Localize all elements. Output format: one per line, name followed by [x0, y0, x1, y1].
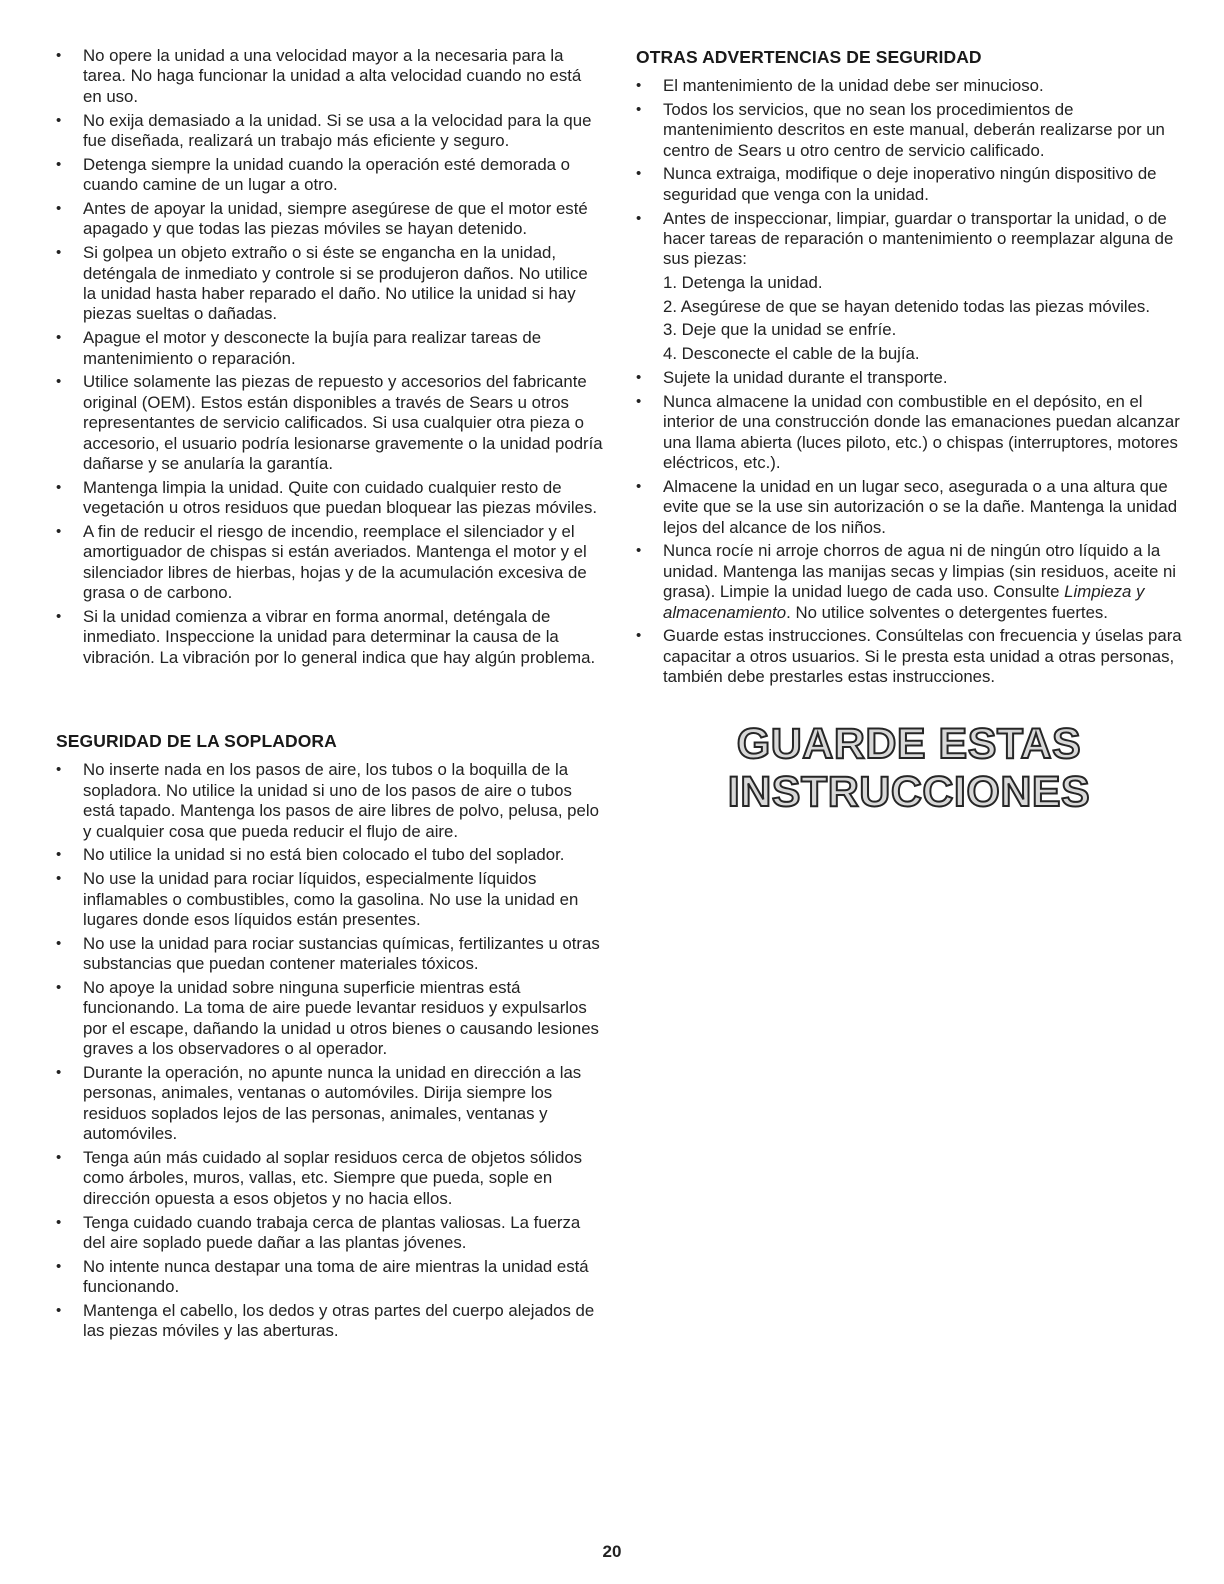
step-item: 2. Asegúrese de que se hayan detenido todas las piezas móviles. — [663, 296, 1150, 316]
list-item: • No inserte nada en los pasos de aire, los tubos o la boquilla de la sopladora. No utilice la unidad si uno de los pasos de aire o tubos está tapado. Mantenga los pasos de aire libres de polvo, pelusa, pelo y cualquier cosa que pueda reducir el flujo de aire. — [56, 760, 604, 842]
cleaning-reference: Limpieza y almacenamiento — [663, 582, 1145, 622]
list-item: • Si la unidad comienza a vibrar en forma anormal, deténgala de inmediato. Inspeccione la unidad para determinar la causa de la vibración. La vibración por lo general indica que hay algún problema. — [56, 607, 604, 668]
section-heading-other-warnings: OTRAS ADVERTENCIAS DE SEGURIDAD — [636, 47, 982, 67]
general-safety-list — [56, 46, 604, 668]
blower-safety-section — [56, 730, 604, 1341]
list-item: • No opere la unidad a una velocidad mayor a la necesaria para la tarea. No haga funcionar la unidad a alta velocidad cuando no está en uso. — [56, 46, 604, 107]
list-item: • No use la unidad para rociar sustancias químicas, fertilizantes u otras substancias que puedan contener materiales tóxicos. — [56, 934, 604, 975]
list-item: • Tenga aún más cuidado al soplar residuos cerca de objetos sólidos como árboles, muros, vallas, etc. Siempre que pueda, sople en dirección opuesta a esos objetos y no hacia ellos. — [56, 1148, 604, 1209]
list-item: • Nunca extraiga, modifique o deje inoperativo ningún dispositivo de seguridad que venga con la unidad. — [636, 164, 1182, 205]
list-item: • Almacene la unidad en un lugar seco, asegurada o a una altura que evite que se la use sin autorización o se la dañe. Mantenga la unidad lejos del alcance de los niños. — [636, 477, 1182, 538]
list-item: • Si golpea un objeto extraño o si éste se engancha en la unidad, deténgala de inmediato y controle si se produjeron daños. No utilice la unidad hasta haber reparado el daño. No utilice la unidad si hay piezas sueltas o dañadas. — [56, 243, 604, 325]
list-item: • Durante la operación, no apunte nunca la unidad en dirección a las personas, animales, ventanas o automóviles. Dirija siempre los residuos soplados lejos de las personas, animales, ventanas y automóviles. — [56, 1063, 604, 1145]
list-item: • No exija demasiado a la unidad. Si se usa a la velocidad para la que fue diseñada, realizará un trabajo más eficiente y seguro. — [56, 111, 604, 152]
list-item: • Mantenga el cabello, los dedos y otras partes del cuerpo alejados de las piezas móviles y las aberturas. — [56, 1301, 604, 1342]
save-instructions-banner — [636, 720, 1182, 816]
list-item: • Mantenga limpia la unidad. Quite con cuidado cualquier resto de vegetación u otros residuos que puedan bloquear las piezas móviles. — [56, 478, 604, 519]
banner-line-1: GUARDE ESTAS — [736, 720, 1082, 768]
section-heading-blower: SEGURIDAD DE LA SOPLADORA — [56, 731, 337, 752]
list-item: • Guarde estas instrucciones. Consúltelas con frecuencia y úselas para capacitar a otros usuarios. Si le presta esta unidad a otras personas, también debe prestarles estas instrucciones. — [636, 626, 1182, 687]
list-item: • Detenga siempre la unidad cuando la operación esté demorada o cuando camine de un lugar a otro. — [56, 155, 604, 196]
list-item: • Todos los servicios, que no sean los procedimientos de mantenimiento descritos en este manual, deberán realizarse por un centro de Sears u otro centro de servicio calificado. — [636, 100, 1182, 161]
step-item: 3. Deje que la unidad se enfríe. — [663, 320, 897, 340]
list-item: • No intente nunca destapar una toma de aire mientras la unidad está funcionando. — [56, 1257, 604, 1298]
list-item: • No apoye la unidad sobre ninguna superficie mientras está funcionando. La toma de aire puede levantar residuos y expulsarlos por el escape, dañando la unidad u otros bienes o causando lesiones graves a los observadores o al operador. — [56, 978, 604, 1060]
page-number: 20 — [602, 1542, 622, 1561]
list-item-inspection — [636, 209, 1182, 365]
right-column — [636, 46, 1182, 691]
blower-safety-list — [56, 760, 604, 1341]
list-item: • Tenga cuidado cuando trabaja cerca de plantas valiosas. La fuerza del aire soplado puede dañar a las plantas jóvenes. — [56, 1213, 604, 1254]
banner-line-2: INSTRUCCIONES — [727, 768, 1091, 816]
list-item: • Antes de apoyar la unidad, siempre asegúrese de que el motor esté apagado y que todas las piezas móviles se hayan detenido. — [56, 199, 604, 240]
list-item-cleaning — [636, 541, 1182, 623]
list-item: • Apague el motor y desconecte la bujía para realizar tareas de mantenimiento o reparación. — [56, 328, 604, 369]
list-item: • Nunca almacene la unidad con combustible en el depósito, en el interior de una construcción donde las emanaciones puedan alcanzar una llama abierta (luces piloto, etc.) o chispas (interruptores, motores eléctricos, etc.). — [636, 392, 1182, 474]
list-item: • Utilice solamente las piezas de repuesto y accesorios del fabricante original (OEM). Estos están disponibles a través de Sears u otros representantes de servicio calificados. Si usa cualquier otra pieza o accesorio, el usuario podría lesionarse gravemente o la unidad podría dañarse y se anularía la garantía. — [56, 372, 604, 474]
list-item: • No utilice la unidad si no está bien colocado el tubo del soplador. — [56, 845, 604, 865]
other-warnings-list — [636, 76, 1182, 688]
step-item: 1. Detenga la unidad. — [663, 272, 823, 292]
list-item: • No use la unidad para rociar líquidos, especialmente líquidos inflamables o combustibles, como la gasolina. No use la unidad en lugares donde esos líquidos están presentes. — [56, 869, 604, 930]
list-item: • Sujete la unidad durante el transporte. — [636, 368, 1182, 388]
cleaning-text-pre: Nunca rocíe ni arroje chorros de agua ni de ningún otro líquido a la unidad. Mantenga las manijas secas y limpias (sin residuos, aceite ni grasa). Limpie la unidad luego de cada uso. Consulte — [663, 541, 1177, 602]
left-column — [56, 46, 604, 1345]
cleaning-text-post: . No utilice solventes o detergentes fuertes. — [786, 602, 1108, 622]
list-item: • El mantenimiento de la unidad debe ser minucioso. — [636, 76, 1182, 96]
inspection-steps — [663, 273, 1182, 365]
list-item: • A fin de reducir el riesgo de incendio, reemplace el silenciador y el amortiguador de chispas si están averiados. Mantenga el motor y el silenciador libres de hierbas, hojas y de la acumulación excesiva de grasa o de carbono. — [56, 522, 604, 604]
step-item: 4. Desconecte el cable de la bujía. — [663, 344, 920, 364]
inspection-intro: Antes de inspeccionar, limpiar, guardar o transportar la unidad, o de hacer tareas de reparación o mantenimiento o reemplazar alguna de sus piezas: — [663, 208, 1174, 269]
